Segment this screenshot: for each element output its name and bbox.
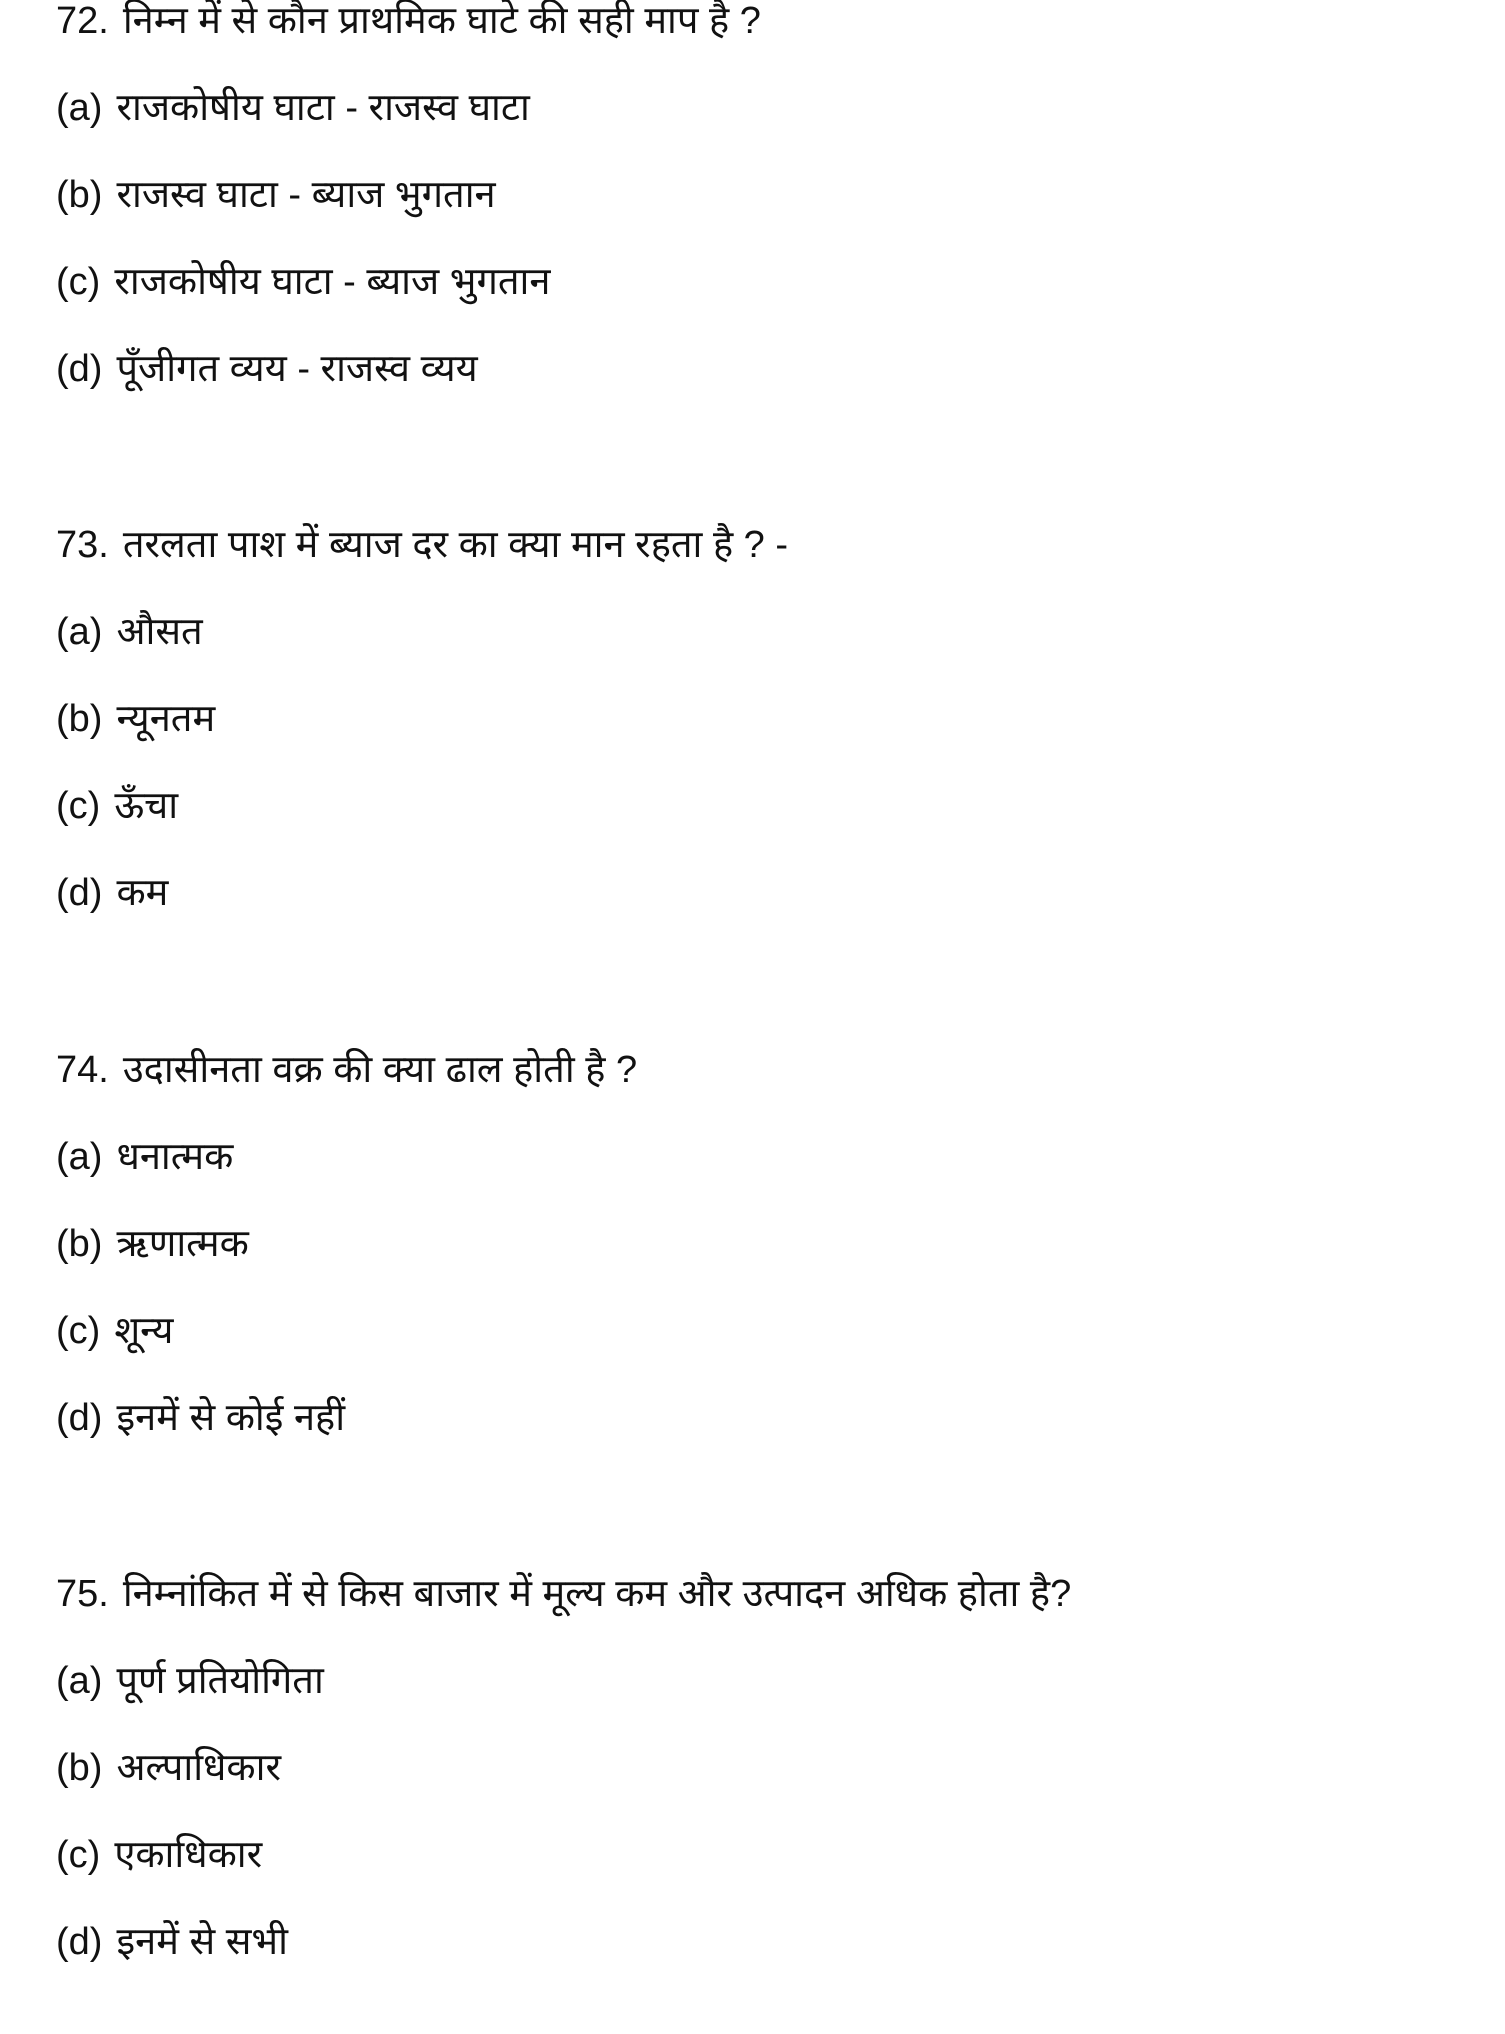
option-label: (b)	[56, 1747, 103, 1789]
option-label: (b)	[56, 698, 103, 740]
option-c	[56, 239, 761, 326]
option-c	[56, 1288, 637, 1375]
option-a	[56, 1114, 637, 1201]
option-text: अल्पाधिकार	[116, 1747, 281, 1789]
option-text: ऋणात्मक	[116, 1223, 249, 1265]
option-b	[56, 152, 761, 239]
option-label: (c)	[56, 785, 101, 827]
question-number: 75.	[56, 1573, 109, 1615]
option-d	[56, 1899, 1071, 1986]
option-text: राजस्व घाटा - ब्याज भुगतान	[116, 174, 496, 216]
option-label: (d)	[56, 1397, 103, 1439]
question-text: उदासीनता वक्र की क्या ढाल होती है ?	[122, 1049, 638, 1091]
option-label: (d)	[56, 872, 103, 914]
question-number: 73.	[56, 524, 109, 566]
question-73	[56, 502, 788, 937]
option-b	[56, 1725, 1071, 1812]
question-text: निम्न में से कौन प्राथमिक घाटे की सही माप है ?	[122, 0, 761, 42]
option-label: (a)	[56, 1136, 103, 1178]
question-text: निम्नांकित में से किस बाजार में मूल्य कम और उत्पादन अधिक होता है?	[122, 1573, 1072, 1615]
option-text: धनात्मक	[116, 1136, 234, 1178]
option-b	[56, 1201, 637, 1288]
option-text: न्यूनतम	[116, 698, 216, 740]
option-label: (c)	[56, 261, 101, 303]
question-72	[56, 0, 761, 413]
option-b	[56, 676, 788, 763]
option-label: (d)	[56, 348, 103, 390]
option-text: इनमें से कोई नहीं	[116, 1397, 346, 1439]
question-number: 72.	[56, 0, 109, 42]
question-74	[56, 1027, 637, 1462]
option-c	[56, 763, 788, 850]
option-a	[56, 1638, 1071, 1725]
option-text: राजकोषीय घाटा - ब्याज भुगतान	[114, 261, 551, 303]
option-a	[56, 589, 788, 676]
question-text: तरलता पाश में ब्याज दर का क्या मान रहता है ? -	[122, 524, 789, 566]
option-d	[56, 326, 761, 413]
question-75	[56, 1551, 1071, 1986]
question-text-line	[56, 0, 761, 65]
option-text: एकाधिकार	[114, 1834, 263, 1876]
option-d	[56, 850, 788, 937]
option-label: (d)	[56, 1921, 103, 1963]
question-text-line	[56, 502, 788, 589]
option-label: (a)	[56, 611, 103, 653]
option-text: पूर्ण प्रतियोगिता	[116, 1660, 324, 1702]
option-c	[56, 1812, 1071, 1899]
option-text: पूँजीगत व्यय - राजस्व व्यय	[116, 348, 478, 390]
option-text: कम	[116, 872, 169, 914]
option-label: (b)	[56, 1223, 103, 1265]
option-label: (c)	[56, 1310, 101, 1352]
question-number: 74.	[56, 1049, 109, 1091]
option-label: (b)	[56, 174, 103, 216]
option-text: राजकोषीय घाटा - राजस्व घाटा	[116, 87, 530, 129]
question-text-line	[56, 1027, 637, 1114]
option-label: (a)	[56, 87, 103, 129]
option-label: (a)	[56, 1660, 103, 1702]
option-a	[56, 65, 761, 152]
question-text-line	[56, 1551, 1071, 1638]
option-text: इनमें से सभी	[116, 1921, 288, 1963]
option-text: औसत	[116, 611, 203, 653]
option-d	[56, 1375, 637, 1462]
option-text: ऊँचा	[114, 785, 179, 827]
option-text: शून्य	[114, 1310, 174, 1352]
option-label: (c)	[56, 1834, 101, 1876]
